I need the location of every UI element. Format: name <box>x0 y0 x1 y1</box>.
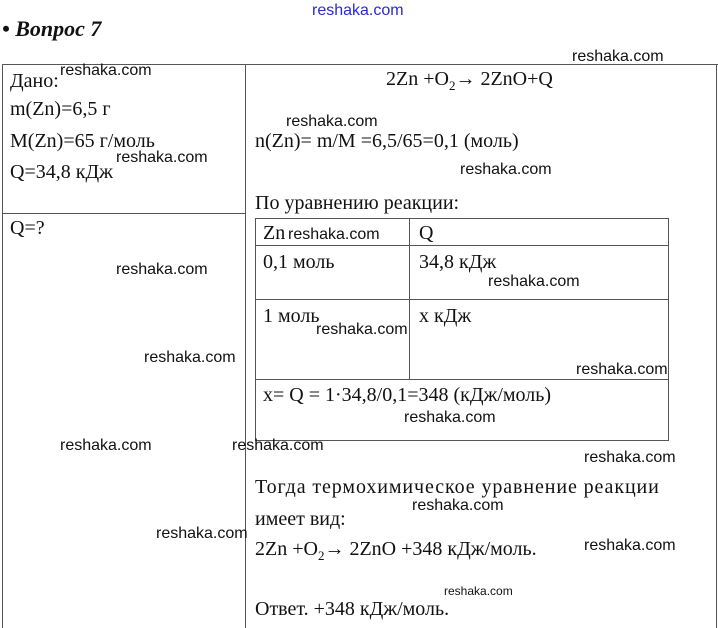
watermark: reshaka.com <box>444 584 513 598</box>
then-line-2: имеет вид: <box>255 508 346 530</box>
given-find-divider <box>2 213 245 214</box>
watermark: reshaka.com <box>572 48 664 65</box>
watermark: reshaka.com <box>288 226 380 243</box>
question-title: • Вопрос 7 <box>2 16 102 41</box>
moles-calculation: n(Zn)= m/M =6,5/65=0,1 (моль) <box>255 130 519 152</box>
watermark: reshaka.com <box>286 113 378 130</box>
watermark: reshaka.com <box>584 537 676 554</box>
frame-right <box>716 64 717 628</box>
table-cell-heat-1: 34,8 кДж <box>419 251 497 273</box>
watermark: reshaka.com <box>232 437 324 454</box>
watermark: reshaka.com <box>156 525 248 542</box>
table-result: x= Q = 1·34,8/0,1=348 (кДж/моль) <box>263 384 552 406</box>
by-equation-label: По уравнению реакции: <box>255 192 460 214</box>
given-heading: Дано: <box>10 70 59 92</box>
watermark: reshaka.com <box>412 497 504 514</box>
given-mass: m(Zn)=6,5 г <box>10 98 111 120</box>
watermark: reshaka.com <box>584 449 676 466</box>
frame-left <box>2 64 3 628</box>
watermark: reshaka.com <box>404 409 496 426</box>
final-equation: $2Zn +O_2\to 2ZnO +348$ кДж/моль. <box>255 538 537 563</box>
answer: Ответ. +348 кДж/моль. <box>255 598 450 620</box>
then-line-1: Тогда термохимическое уравнение реакции <box>255 476 660 498</box>
watermark: reshaka.com <box>116 149 208 166</box>
watermark: reshaka.com <box>576 361 668 378</box>
find-value: Q=? <box>10 217 45 239</box>
given-molar-mass: M(Zn)=65 г/моль <box>10 130 155 152</box>
table-cell-moles-1: 0,1 моль <box>263 251 335 273</box>
given-heat: Q=34,8 кДж <box>10 161 113 183</box>
watermark: reshaka.com <box>460 161 552 178</box>
watermark: reshaka.com <box>60 62 152 79</box>
watermark: reshaka.com <box>116 261 208 278</box>
watermark: reshaka.com <box>316 321 408 338</box>
watermark: reshaka.com <box>488 273 580 290</box>
table-header-q: Q <box>419 222 434 244</box>
frame-divider <box>245 64 246 628</box>
watermark: reshaka.com <box>312 2 404 19</box>
table-cell-moles-2: 1 моль <box>263 305 320 327</box>
reaction-equation: $2Zn +O_2\to 2ZnO+Q$ <box>386 68 553 93</box>
table-header-zn: Zn <box>263 222 286 244</box>
watermark: reshaka.com <box>60 437 152 454</box>
table-cell-heat-2: x кДж <box>419 305 472 327</box>
watermark: reshaka.com <box>144 349 236 366</box>
